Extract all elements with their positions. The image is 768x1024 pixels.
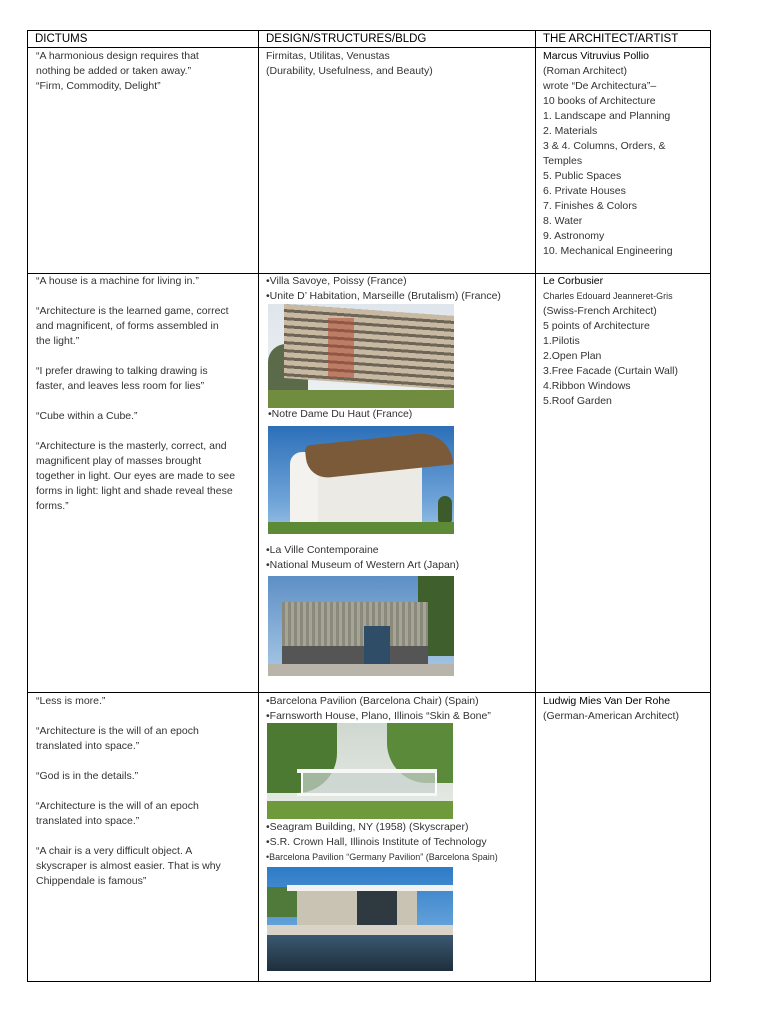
dictum-line: skyscraper is almost easier. That is why [36,860,221,872]
design-line: •La Ville Contemporaine [266,544,379,556]
header-architect: THE ARCHITECT/ARTIST [543,33,679,45]
design-line: (Durability, Usefulness, and Beauty) [266,65,433,77]
architect-line: Temples [543,155,583,167]
row3-dictums [36,694,254,889]
design-line: •Unite D’ Habitation, Marseille (Brutalism) (France) [266,290,501,302]
row1-architect [543,49,709,259]
dictum-line: “Architecture is the masterly, correct, and [36,440,227,452]
architect-line: 1.Pilotis [543,335,580,347]
row1-dictums [36,49,254,94]
architect-line: 2. Materials [543,125,598,137]
dictum-line: Chippendale is famous” [36,875,147,887]
architect-line: 10 books of Architecture [543,95,656,107]
row2-designs-top [266,274,532,304]
dictum-line: “A chair is a very difficult object. A [36,845,193,857]
architect-line: 3.Free Facade (Curtain Wall) [543,365,678,377]
dictum-line: “A house is a machine for living in.” [36,275,199,287]
header-dictums: DICTUMS [35,33,88,45]
dictum-line: “I prefer drawing to talking drawing is [36,365,208,377]
column-divider [535,31,536,981]
architect-line: 5 points of Architecture [543,320,650,332]
architect-line: (Roman Architect) [543,65,628,77]
national-museum-photo [268,576,454,676]
architect-line: 2.Open Plan [543,350,602,362]
architect-line: 8. Water [543,215,583,227]
dictum-line: “Architecture is the will of an epoch [36,800,199,812]
row3-architect [543,694,709,724]
farnsworth-house-photo [267,723,453,819]
column-divider [258,31,259,981]
dictum-line: faster, and leaves less room for lies” [36,380,205,392]
dictum-line: together in light. Our eyes are made to see [36,470,236,482]
architect-name: Le Corbusier [543,275,604,287]
architect-line: (German-American Architect) [543,710,679,722]
architect-line: 1. Landscape and Planning [543,110,671,122]
dictum-line: “Cube within a Cube.” [36,410,138,422]
row1-designs [266,49,532,79]
design-line: •Villa Savoye, Poissy (France) [266,275,407,287]
architect-line: 3 & 4. Columns, Orders, & [543,140,666,152]
dictum-line: “A harmonious design requires that [36,50,199,62]
design-line: •S.R. Crown Hall, Illinois Institute of Technology [266,836,487,848]
row2-dictums [36,274,254,514]
row-divider [28,692,710,693]
unite-habitation-photo [268,304,454,408]
design-line: •National Museum of Western Art (Japan) [266,559,460,571]
barcelona-pavilion-photo [267,867,453,971]
row3-designs-mid [266,820,532,865]
dictum-line: “God is in the details.” [36,770,139,782]
dictum-line: “Firm, Commodity, Delight” [36,80,161,92]
architect-line: 10. Mechanical Engineering [543,245,673,257]
architect-line: 6. Private Houses [543,185,626,197]
header-divider [28,47,710,48]
dictum-line: forms in light: light and shade reveal these [36,485,233,497]
header-designs: DESIGN/STRUCTURES/BLDG [266,33,427,45]
dictum-line: “Architecture is the will of an epoch [36,725,199,737]
architect-line: 7. Finishes & Colors [543,200,637,212]
design-line: •Notre Dame Du Haut (France) [268,408,413,420]
architect-line: wrote “De Architectura”– [543,80,657,92]
architect-line: 5.Roof Garden [543,395,612,407]
notre-dame-du-haut-photo [268,426,454,534]
architect-line: (Swiss-French Architect) [543,305,657,317]
design-line: •Farnsworth House, Plano, Illinois “Skin & Bone” [266,710,491,722]
dictum-line: forms.” [36,500,69,512]
dictum-line: the light.” [36,335,80,347]
dictum-line: and magnificent, of forms assembled in [36,320,219,332]
dictum-line: translated into space.” [36,815,140,827]
dictum-line: magnificent play of masses brought [36,455,202,467]
design-line: Firmitas, Utilitas, Venustas [266,50,390,62]
dictum-line: “Architecture is the learned game, correct [36,305,229,317]
row2-architect [543,274,709,409]
dictum-line: “Less is more.” [36,695,106,707]
design-line: •Seagram Building, NY (1958) (Skyscraper) [266,821,469,833]
architect-subname: Charles Edouard Jeanneret-Gris [543,291,673,301]
architect-line: 4.Ribbon Windows [543,380,631,392]
architect-line: 9. Astronomy [543,230,605,242]
architect-name: Ludwig Mies Van Der Rohe [543,695,671,707]
dictum-line: translated into space.” [36,740,140,752]
architecture-table [27,30,711,982]
architect-line: 5. Public Spaces [543,170,622,182]
row3-designs-top [266,694,532,724]
architect-name: Marcus Vitruvius Pollio [543,50,650,62]
row2-designs-notre [268,407,534,422]
design-line: •Barcelona Pavilion “Germany Pavilion” (Barcelona Spain) [266,852,498,862]
dictum-line: nothing be added or taken away.” [36,65,192,77]
row2-designs-bottom [266,543,532,573]
design-line: •Barcelona Pavilion (Barcelona Chair) (Spain) [266,695,479,707]
